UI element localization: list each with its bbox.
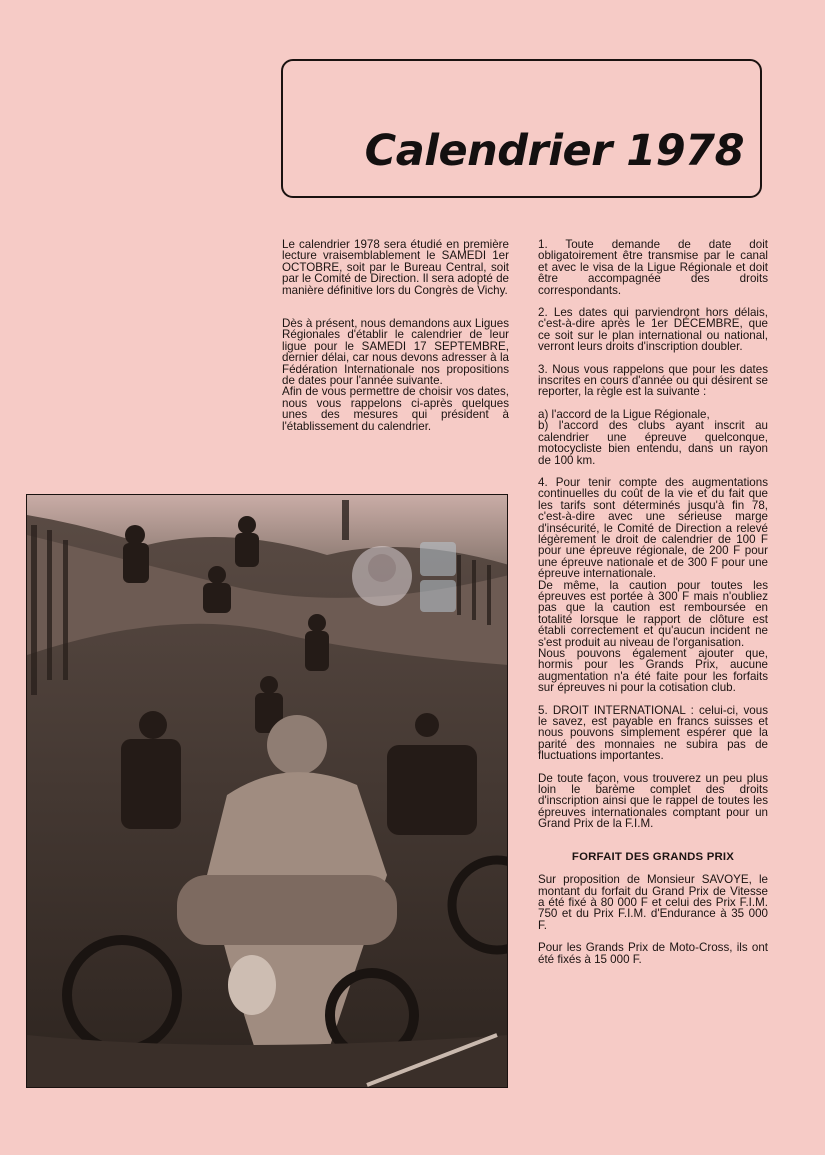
paragraph-choix: Afin de vous permettre de choisir vos dates, nous vous rappelons ci-après quelques unes des mesures qui président à l'établissement du calendrier. <box>282 385 509 433</box>
title-box <box>281 59 762 198</box>
paragraph-motocross: Pour les Grands Prix de Moto-Cross, ils ont été fixés à 15 000 F. <box>538 941 768 966</box>
paragraph-ligues: Dès à présent, nous demandons aux Ligues Régionales d'établir le calendrier de leur ligue pour le SAMEDI 17 SEPTEMBRE, dernier délai, car nous devons adresser à la Fédération Internationale nos propositions de dates pour l'année suivante. <box>282 317 509 388</box>
paragraph-forfait: Sur proposition de Monsieur SAVOYE, le montant du forfait du Grand Prix de Vitesse a été fixé à 80 000 F et celui des Prix F.I.M. 750 et du Prix F.I.M. d'Endurance à 35 000 F. <box>538 873 768 932</box>
watermark-logo-icon <box>352 528 470 624</box>
rule-2: 2. Les dates qui parviendront hors délais, c'est-à-dire après le 1er DÉCEMBRE, que ce soit sur le plan international ou national, verront leurs droits d'inscription doubler. <box>538 306 768 354</box>
rule-5: 5. DROIT INTERNATIONAL : celui-ci, vous le savez, est payable en francs suisses et nous pouvons simplement espérer que la parité des monnaies ne subira pas de fluctuations importantes. <box>538 703 768 763</box>
section-heading: FORFAIT DES GRANDS PRIX <box>571 850 735 863</box>
rule-3b: b) l'accord des clubs ayant inscrit au calendrier une épreuve quelconque, motocycliste bien entendu, dans un rayon de 100 km. <box>538 419 768 467</box>
rule-4-caution: De même, la caution pour toutes les épreuves est portée à 300 F mais n'oubliez pas que la caution est remboursée en totalité lorsque le rapport de clôture est établi correctement et qu'aucun incident ne s'est produit au niveau de l'organisation. <box>538 578 768 649</box>
rule-3: 3. Nous vous rappelons que pour les dates inscrites en cours d'année ou qui désirent se reporter, la règle est la suivante : <box>538 362 768 399</box>
rule-3a: a) l'accord de la Ligue Régionale, <box>538 407 710 421</box>
rule-4-augmentation: Nous pouvons également ajouter que, hormis pour les Grands Prix, aucune augmentation n'a été faite pour les forfaits sur épreuves ni pour la cotisation club. <box>538 647 768 695</box>
right-column <box>538 239 768 965</box>
watermark <box>352 528 470 624</box>
rule-1: 1. Toute demande de date doit obligatoirement être transmise par le canal et avec le visa de la Ligue Régionale et doit être accompagnée des droits correspondants. <box>538 238 768 297</box>
left-column <box>282 239 509 432</box>
page-title: Calendrier 1978 <box>364 126 744 176</box>
paragraph-intro: Le calendrier 1978 sera étudié en première lecture vraisemblablement le SAMEDI 1er OCTOBRE, soit par le Bureau Central, soit par le Comité de Direction. Il sera adopté de manière définitive lors du Congrès de Vichy. <box>282 238 509 297</box>
paragraph-bareme: De toute façon, vous trouverez un peu plus loin le barème complet des droits d'inscription ainsi que le rappel de toutes les épreuves internationales comptant pour un Grand Prix de la F.I.M. <box>538 771 768 831</box>
rule-4: 4. Pour tenir compte des augmentations continuelles du coût de la vie et du fait que les tarifs sont déterminés jusqu'à fin 78, c'est-à-dire avec une sérieuse marge d'insécurité, le Comité de Direction a relevé légèrement le droit de calendrier de 100 F pour une épreuve régionale, de 200 F pour une épreuve nationale et de 300 F pour une épreuve internationale. <box>538 475 768 581</box>
